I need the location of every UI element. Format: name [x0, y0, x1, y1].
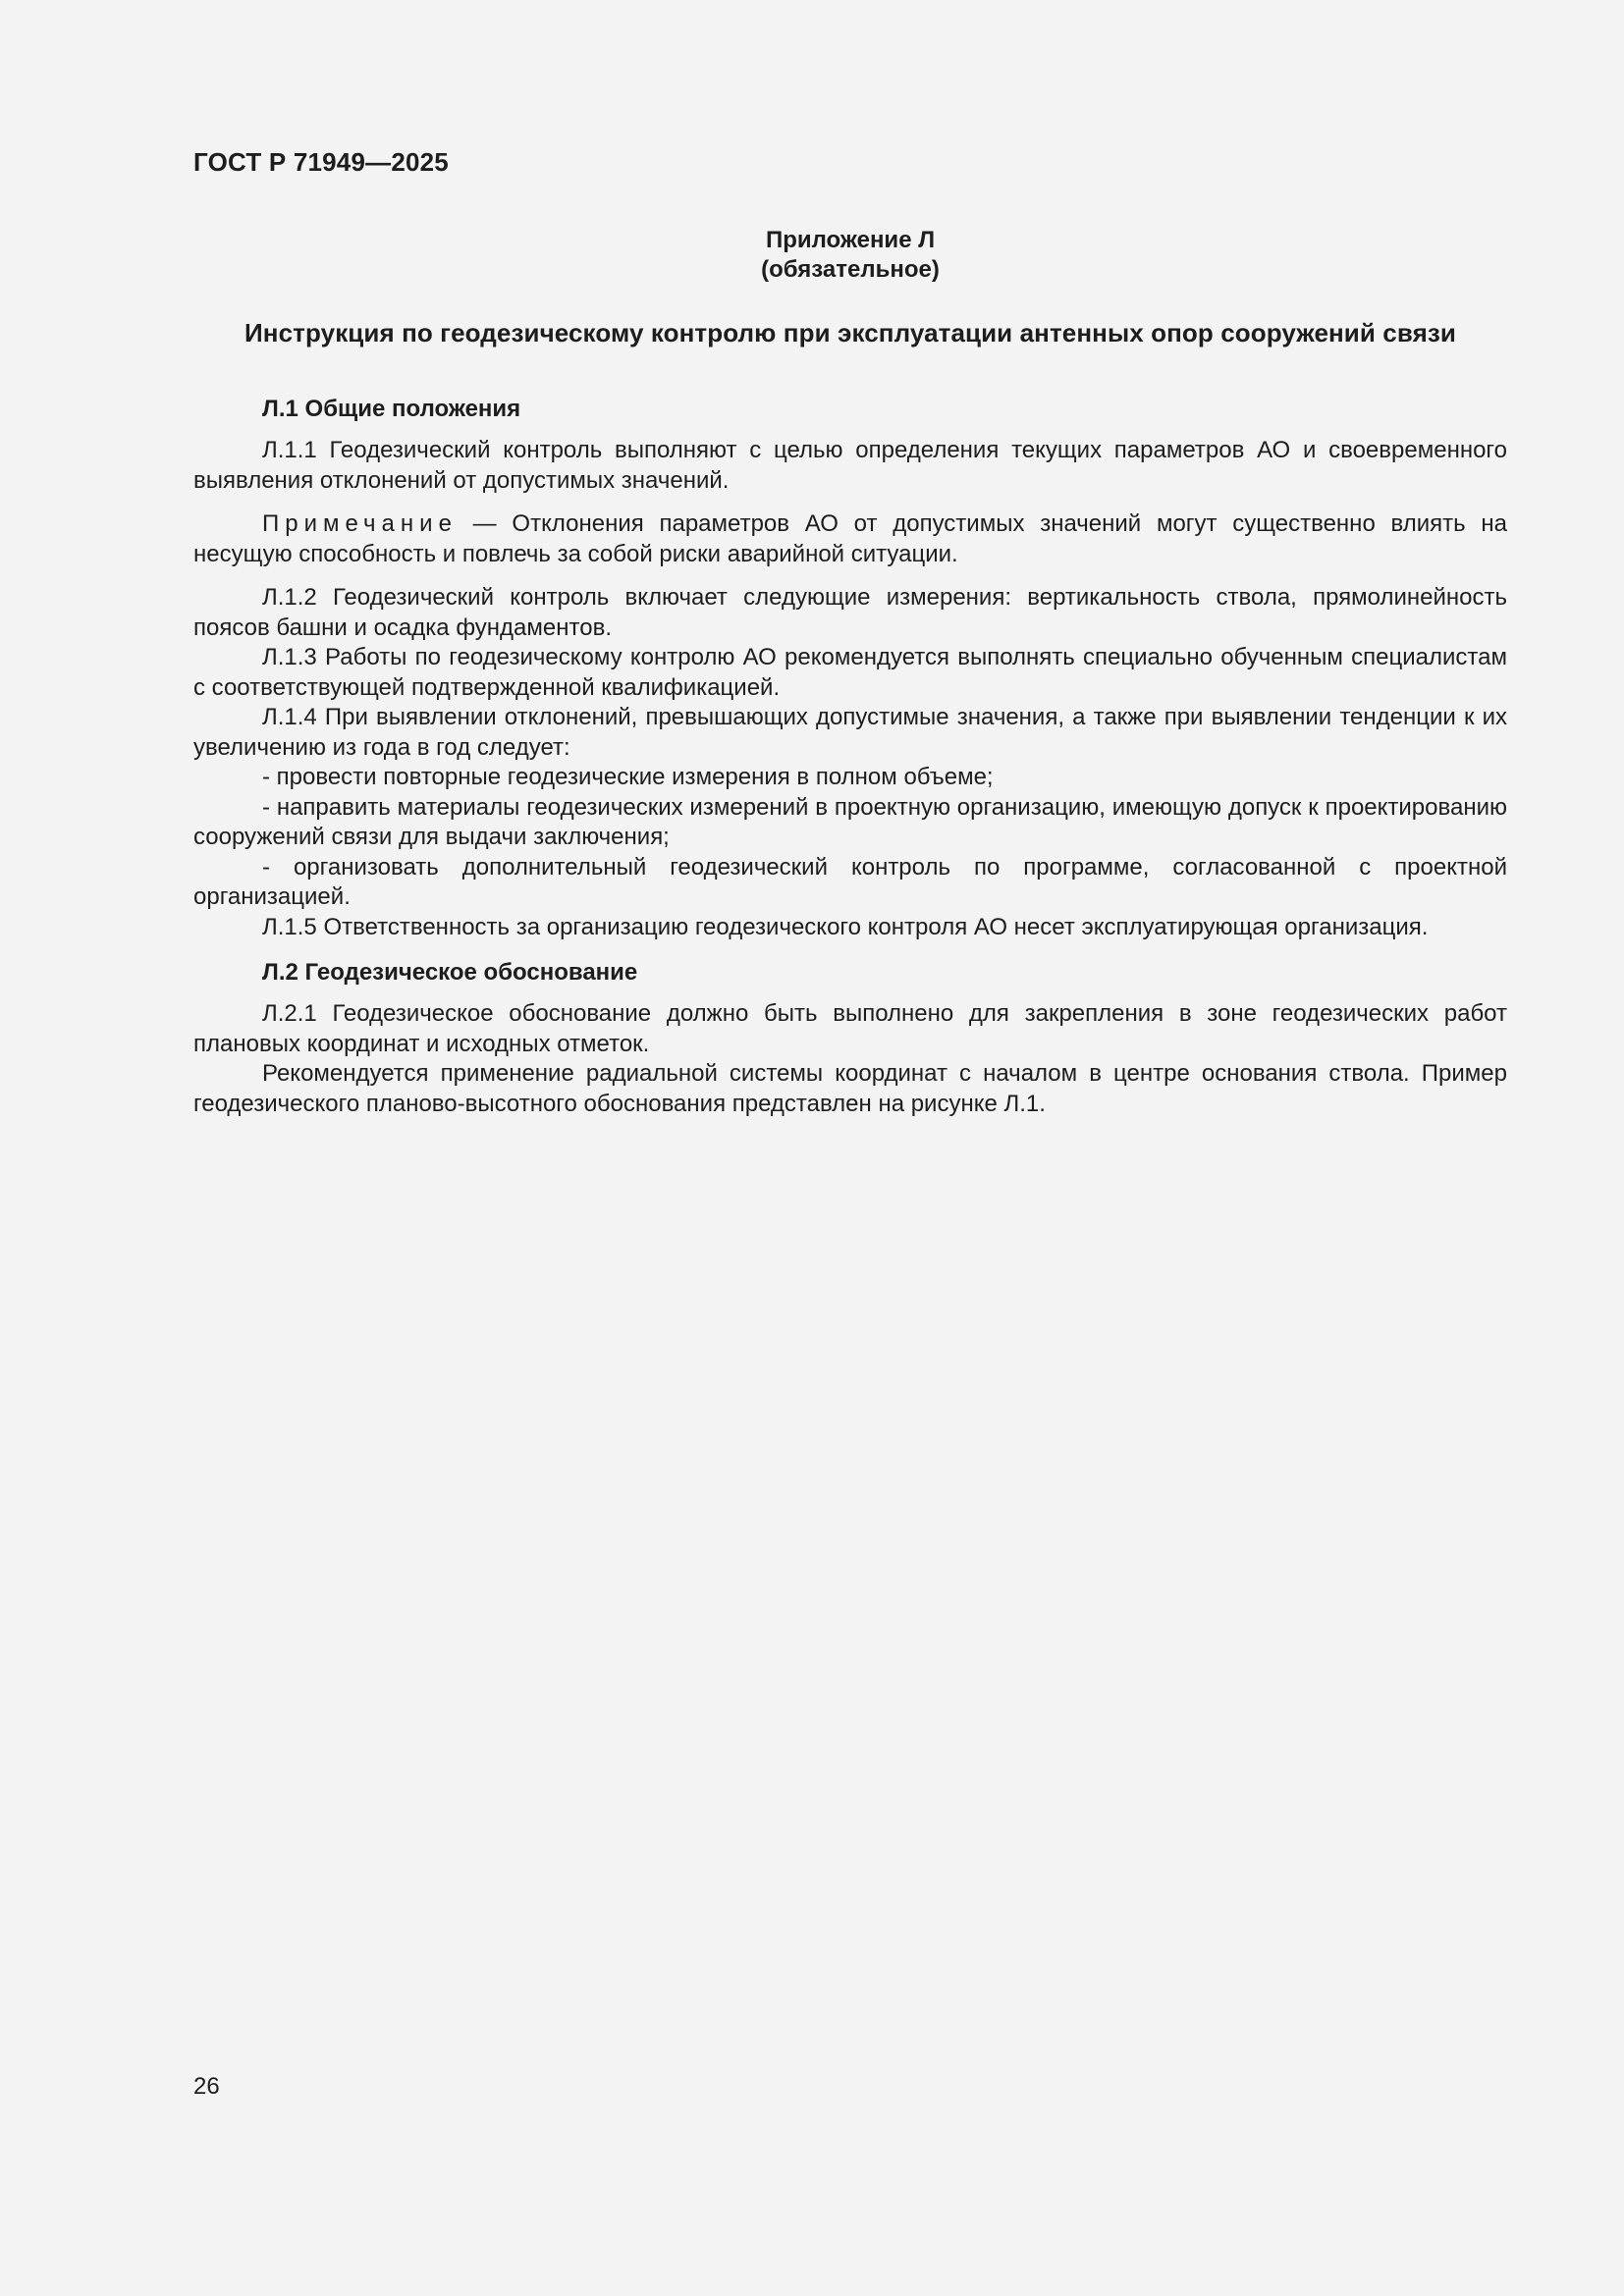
- paragraph-2-1: Л.2.1 Геодезическое обоснование должно быть выполнено для закрепления в зоне геодезических работ плановых координат и исходных отметок.: [193, 1000, 1507, 1057]
- paragraph-1-1: Л.1.1 Геодезический контроль выполняют с целью определения текущих параметров АО и своевременного выявления отклонений от допустимых значений.: [193, 437, 1507, 494]
- note-paragraph: [193, 509, 1507, 569]
- section-heading-1: Л.1 Общие положения: [262, 396, 521, 422]
- list-item: - направить материалы геодезических измерений в проектную организацию, имеющую допуск к проектированию сооружений связи для выдачи заключения;: [193, 793, 1507, 850]
- paragraph-1-2: Л.1.2 Геодезический контроль включает следующие измерения: вертикальность ствола, прямолинейность поясов башни и осадка фундаментов.: [193, 584, 1507, 641]
- list-item: - провести повторные геодезические измерения в полном объеме;: [262, 764, 994, 790]
- list-item: - организовать дополнительный геодезический контроль по программе, согласованной с проектной организацией.: [193, 853, 1507, 910]
- document-body: [193, 393, 1507, 1119]
- document-page: [193, 0, 1507, 2296]
- main-title: Инструкция по геодезическому контролю при эксплуатации антенных опор сооружений связи: [244, 318, 1456, 347]
- paragraph-1-5: Л.1.5 Ответственность за организацию геодезического контроля АО несет эксплуатирующая организация.: [262, 913, 1429, 940]
- note-label: Примечание: [262, 510, 458, 537]
- appendix-status: (обязательное): [761, 256, 940, 283]
- section-heading-2: Л.2 Геодезическое обоснование: [262, 959, 638, 986]
- page-number: 26: [193, 2073, 220, 2100]
- paragraph-1-4: Л.1.4 При выявлении отклонений, превышающих допустимые значения, а также при выявлении тенденции к их увеличению из года в год следует:: [193, 704, 1507, 761]
- paragraph-2-2: Рекомендуется применение радиальной системы координат с началом в центре основания ствола. Пример геодезического планово-высотного обоснования представлен на рисунке Л.1.: [193, 1060, 1507, 1117]
- note-text: — Отклонения параметров АО от допустимых значений могут существенно влиять на несущую способность и повлечь за собой риски аварийной ситуации.: [193, 510, 1507, 567]
- paragraph-1-3: Л.1.3 Работы по геодезическому контролю АО рекомендуется выполнять специально обученным специалистам с соответствующей подтвержденной квалификацией.: [193, 644, 1507, 701]
- document-code: ГОСТ Р 71949—2025: [193, 147, 449, 177]
- appendix-heading: [193, 226, 1507, 285]
- appendix-title: Приложение Л: [765, 227, 936, 253]
